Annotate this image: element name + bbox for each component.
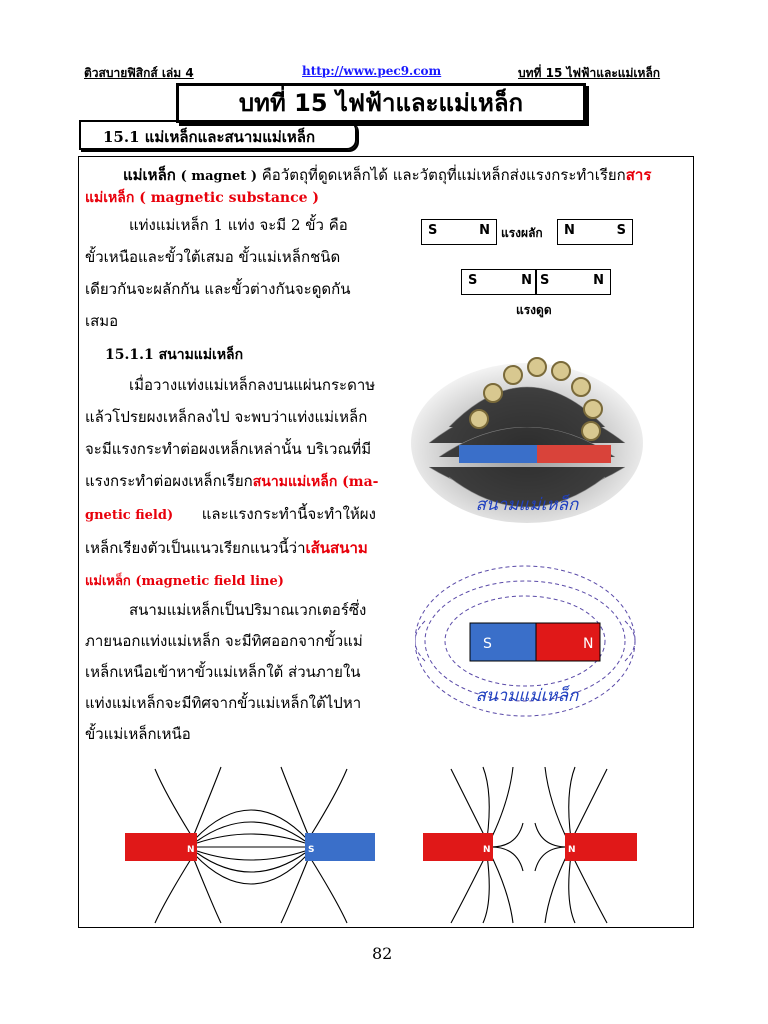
direction-line: เหล็กเหนือเข้าหาขั้วแม่เหล็กใต้ ส่วนภายใน xyxy=(85,663,361,681)
pole-n: N xyxy=(568,845,576,855)
pole-s: S xyxy=(540,273,550,288)
pole-n: N xyxy=(483,845,491,855)
header-chapter: บทที่ 15 ไฟฟ้าและแม่เหล็ก xyxy=(518,66,661,80)
pole-s: S xyxy=(308,845,315,855)
field-line-text: แรงกระทำต่อผงเหล็กเรียก xyxy=(85,472,253,490)
field-line-text: เหล็กเรียงตัวเป็นแนวเรียกแนวนี้ว่า xyxy=(85,539,306,557)
chapter-title: บทที่ 15 ไฟฟ้าและแม่เหล็ก xyxy=(176,83,586,123)
bottom-bar-north-2 xyxy=(565,833,637,861)
field-caption: สนามแม่เหล็ก xyxy=(475,686,579,706)
term-magnetic-substance-2 xyxy=(85,185,319,210)
bar-south-half xyxy=(459,445,537,463)
photo-caption: สนามแม่เหล็ก xyxy=(475,495,579,515)
term-magnetic-field: สนามแม่เหล็ก (ma- xyxy=(252,474,379,490)
field-line-text: เมื่อวางแท่งแม่เหล็กลงบนแผ่นกระดาษ xyxy=(129,376,376,394)
poles-line: เสมอ xyxy=(85,312,119,330)
para-magnetic-field xyxy=(85,369,385,598)
term-field-line-en: แม่เหล็ก (magnetic field line) xyxy=(85,574,284,589)
label-attract: แรงดูด xyxy=(516,303,552,317)
magnet-definition-text: คือวัตถุที่ดูดเหล็กได้ และวัตถุที่แม่เหล็กส่งแรงกระทำเรียก xyxy=(257,166,626,184)
para-field-direction xyxy=(85,595,385,750)
poles-line: เดียวกันจะผลักกัน และขั้วต่างกันจะดูดกัน xyxy=(85,280,351,298)
pole-s: S xyxy=(483,636,492,652)
poles-line: ขั้วเหนือและขั้วใต้เสมอ ขั้วแม่เหล็กชนิด xyxy=(85,248,341,266)
pole-s: S xyxy=(468,273,478,288)
poles-line: แท่งแม่เหล็ก 1 แท่ง จะมี 2 ขั้ว คือ xyxy=(129,216,348,234)
bottom-bar-south xyxy=(305,833,375,861)
magnet-bar-left xyxy=(421,219,497,245)
label-repel: แรงผลัก xyxy=(501,226,543,240)
pole-n: N xyxy=(583,636,594,652)
pole-n: N xyxy=(187,845,195,855)
pole-n: N xyxy=(593,273,604,288)
term-magnet: แม่เหล็ก xyxy=(123,166,176,184)
term-magnet-en: ( magnet ) xyxy=(180,169,257,184)
repel-field-diagram xyxy=(423,763,637,925)
field-bar-south xyxy=(470,623,536,661)
pole-s: S xyxy=(428,223,438,238)
direction-line: ขั้วแม่เหล็กเหนือ xyxy=(85,725,191,743)
field-line-text: จะมีแรงกระทำต่อผงเหล็กเหล่านั้น บริเวณที่มี xyxy=(85,440,372,458)
term-magnetic-substance-1: สาร xyxy=(625,166,652,184)
direction-line: สนามแม่เหล็กเป็นปริมาณเวกเตอร์ซึ่ง xyxy=(129,601,367,619)
attract-field-diagram xyxy=(125,763,375,925)
pole-s: S xyxy=(616,223,626,238)
subsection-title: 15.1.1 สนามแม่เหล็ก xyxy=(105,347,244,363)
magnetic-substance-label: แม่เหล็ก ( magnetic substance ) xyxy=(85,190,320,206)
pole-n: N xyxy=(564,223,575,238)
header-book-title: ติวสบายฟิสิกส์ เล่ม 4 xyxy=(84,66,194,80)
bar-north-half xyxy=(537,445,611,463)
field-line-text: และแรงกระทำนี้จะทำให้ผง xyxy=(173,505,376,523)
header-url-link[interactable]: http://www.pec9.com xyxy=(302,64,442,78)
direction-line: แท่งแม่เหล็กจะมีทิศจากขั้วแม่เหล็กใต้ไปหา xyxy=(85,694,362,712)
magnet-bar-attract-1 xyxy=(461,269,537,295)
content-frame xyxy=(78,156,694,928)
magnet-bar-attract-2 xyxy=(535,269,611,295)
pole-n: N xyxy=(479,223,490,238)
page-number: 82 xyxy=(372,944,393,963)
pole-n: N xyxy=(521,273,532,288)
direction-line: ภายนอกแท่งแม่เหล็ก จะมีทิศออกจากขั้วแม่ xyxy=(85,632,363,650)
magnet-bar-right xyxy=(557,219,633,245)
para-poles xyxy=(85,209,375,337)
iron-filings-photo xyxy=(409,347,645,523)
field-line-text: แล้วโปรยผงเหล็กลงไป จะพบว่าแท่งแม่เหล็ก xyxy=(85,408,368,426)
term-field-line: เส้นสนาม xyxy=(305,539,368,557)
term-magnetic-field-en: gnetic field) xyxy=(85,508,174,523)
field-lines-diagram xyxy=(415,561,651,731)
section-title: 15.1 แม่เหล็กและสนามแม่เหล็ก xyxy=(79,120,357,150)
